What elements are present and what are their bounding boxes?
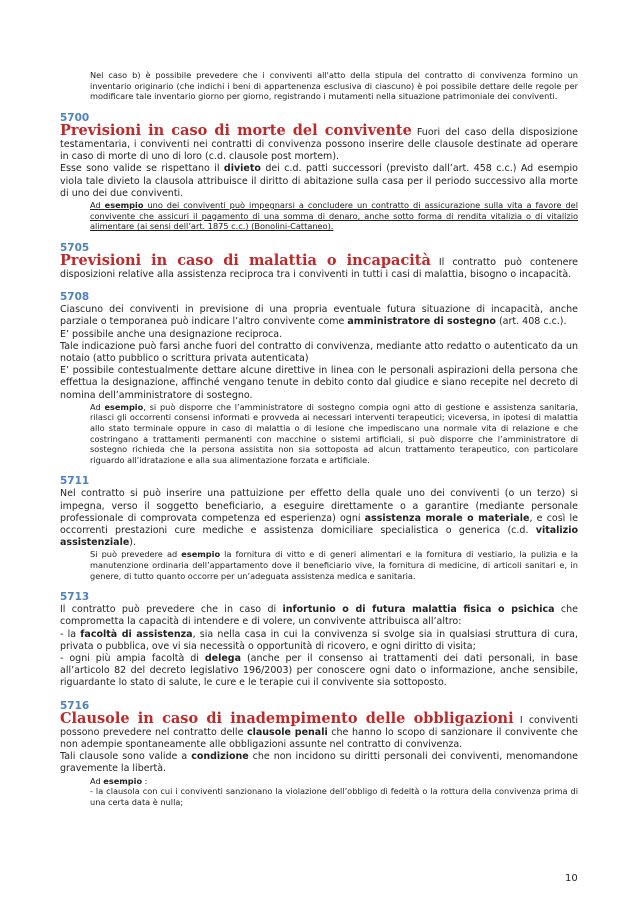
keyword-amministratore: amministratore di sostegno [347,316,496,328]
section-5700-example: Ad esempio uno dei conviventi può impegnarsi a concludere un contratto di assicurazione sulla vita a favore del convivente che assicuri il pagamento di una somma di denaro, anche sotto forma di rendita vitalizia o di vitalizio alimentare (ai sensi dell’art. 1875 c.c.) (Bonolini-Cattaneo). [90,200,578,232]
section-code-5711: 5711 [60,475,90,488]
section-5708-paragraph-2: E’ possibile anche una designazione reciproca. [60,328,283,340]
section-5713-paragraph-3: - ogni più ampia facoltà di delega (anche per il consenso ai trattamenti dei dati personali, in base all’articolo 82 del decreto legislativo 196/2003) per conoscere ogni dato o informazione, anche sensibile, riguardante lo stato di salute, le cure e le terapie cui il convivente sia sottoposto. [60,652,579,689]
section-5708-paragraph-4: E’ possibile contestualmente dettare alcune direttive in linea con le personali aspirazioni della persona che effettua la designazione, affinché vengano tenute in debito conto dal giudice e siano recepite nel decreto di nomina dell’amministratore di sostegno. [60,365,578,401]
section-code-5708: 5708 [60,291,90,304]
intro-note: Nel caso b) è possibile prevedere che i conviventi all'atto della stipula del contratto di convivenza formino un inventario originario (che indichi i beni di appartenenza esclusiva di ciascuno) è poi possibile dettare delle regole per modificare tale inventario giorno per giorno, registrando i mutamenti nella situazione patrimoniale dei conviventi. [90,70,578,102]
page-number: 10 [565,873,578,884]
section-5708-paragraph-3: Tale indicazione può farsi anche fuori del contratto di convivenza, mediante atto redatto o autenticato da un notaio (atto pubblico o scrittura privata autenticata) [60,340,578,364]
section-code-5716: 5716 [60,699,90,712]
section-title-5716: Clausole in caso di inadempimento delle obbligazioni [60,709,514,727]
section-5711-example: Si può prevedere ad esempio la fornitura di vitto e di generi alimentari e la fornitura di vestiario, la pulizia e la manutenzione ordinaria dell’appartamento dove il beneficiario vive, la fornitura di medicine, di articoli sanitari e, in genere, di tutto quanto occorre per un’adeguata assistenza medica e sanitaria. [90,549,578,581]
keyword-divieto: divieto [223,163,261,175]
section-5700-paragraph-2: Esse sono valide se rispettano il divieto dei c.d. patti successori (previsto dall’art. 458 c.c.) Ad esempio viola tale divieto la clausola attribuisce il diritto di abitazione sulla casa per il periodo successivo alla morte di uno dei due conviventi. [60,163,578,199]
section-5713-paragraph-2: - la facoltà di assistenza, sia nella casa in cui la convivenza si svolge sia in qualsiasi struttura di cura, privata o pubblica, ove vi sia necessità o opportunità di ricovero, e ogni diritto di visita; [60,628,578,652]
section-title-5705: Previsioni in caso di malattia o incapacità [60,251,431,269]
section-5708-paragraph-1: Ciascuno dei conviventi in previsione di una propria eventuale futura situazione di incapacità, anche parziale o temporanea può indicare l’altro convivente come amministratore di sostegno (art. 408 c.c.). [60,304,578,328]
section-code-5700: 5700 [60,111,90,124]
section-5716-example-item: - la clausola con cui i conviventi sanzionano la violazione dell’obbligo di fedeltà o la rottura della convivenza prima di una certa data è nulla; [90,786,578,807]
section-5700-paragraph-1: Previsioni in caso di morte del convivente Fuori del caso della disposizione testamentaria, i conviventi nei contratti di convivenza possono inserire delle clausole destinate ad operare in caso di morte di uno di loro (c.d. clausole post mortem). [60,121,578,163]
section-5716-paragraph-2: Tali clausole sono valide a condizione che non incidono su diritti personali dei conviventi, menomandone gravemente la libertà. [60,751,578,775]
section-5713-paragraph-1: Il contratto può prevedere che in caso di infortunio o di futura malattia fisica o psichica che comprometta la capacità di intendere e di volere, un convivente attribuisca all’altro: [60,604,579,628]
section-5708-example: Ad esempio, si può disporre che l’amministratore di sostegno compia ogni atto di gestione e assistenza sanitaria, rilasci gli occorrenti consensi informati e provveda ai necessari interventi terapeutici; viceversa, in ipotesi di malattia allo stato terminale oppure in caso di malattia o di lesione che impediscano una normale vita di relazione e che costringano a trattamenti permanenti con macchine o sistemi artificiali, si può disporre che l’amministratore di sostegno richieda che la persona assistita non sia sottoposta ad alcun trattamento terapeutico, con particolare riguardo all’idratazione e alla sua alimentazione forzata e artificiale. [90,401,578,465]
section-title-5700: Previsioni in caso di morte del convivente [60,121,412,139]
page-content [60,70,578,807]
section-code-5705: 5705 [60,241,90,254]
section-5716-paragraph-1: Clausole in caso di inadempimento delle obbligazioni I conviventi possono prevedere nel contratto delle clausole penali che hanno lo scopo di sanzionare il convivente che non adempie spontaneamente alle obbligazioni assunte nel contratto di convivenza. [60,709,579,750]
section-code-5713: 5713 [60,591,90,604]
section-5705-paragraph-1: Previsioni in caso di malattia o incapacità Il contratto può contenere disposizioni relative alla assistenza reciproca tra i conviventi in tutti i casi di malattia, bisogno o incapacità. [60,251,578,280]
section-5716-example: Ad esempio : [90,775,148,786]
section-5711-paragraph-1: Nel contratto si può inserire una pattuizione per effetto della quale uno dei conviventi (o un terzo) si impegna, verso il soggetto beneficiario, a eseguire direttamente o a garantire (mediante personale professionale di comprovata competenza ed esperienza) ogni assistenza morale o materiale, e così le occorrenti prestazioni cure mediche e assistenza domiciliare specialistica o generica (c.d. vitalizio assistenziale). [60,488,578,549]
